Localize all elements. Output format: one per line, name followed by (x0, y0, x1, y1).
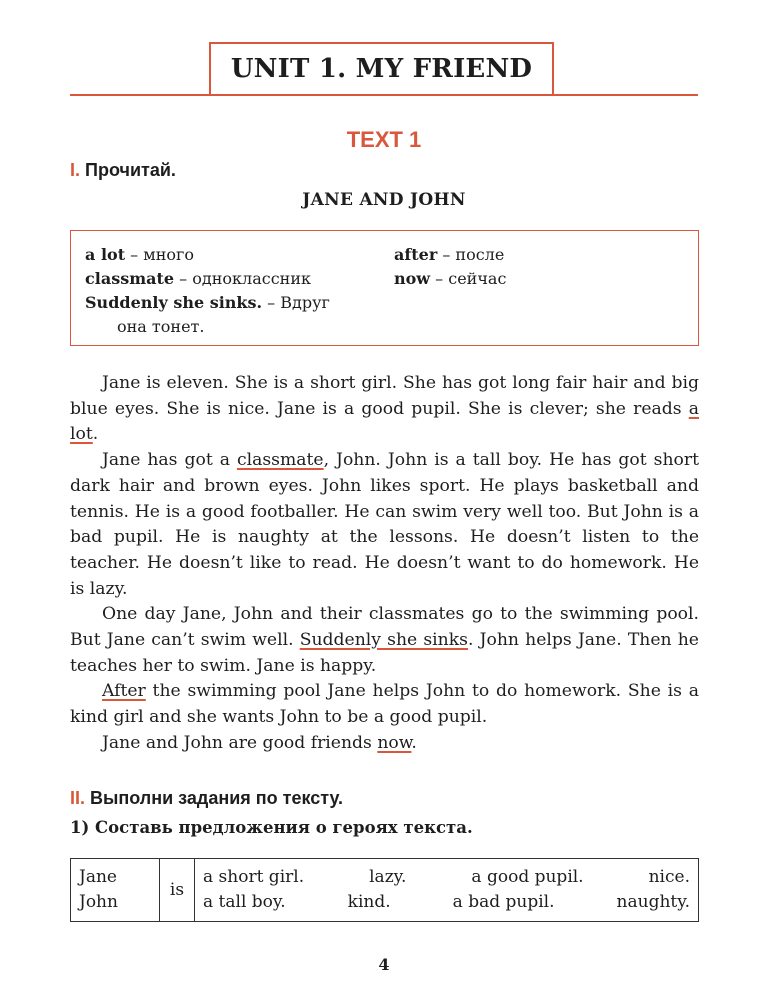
complement-item: nice. (648, 867, 690, 887)
complement-item: naughty. (616, 892, 690, 912)
vocab-word: a lot (85, 245, 126, 264)
vocab-translation: сейчас (448, 269, 507, 288)
vocab-entry-after: after – после (394, 245, 505, 264)
story-text (70, 371, 699, 757)
complement-item: lazy. (369, 867, 407, 887)
vocab-underline-a-lot: a lot (70, 398, 699, 445)
story-paragraph-5: Jane and John are good friends now. (102, 732, 417, 753)
vocabulary-column-right (394, 243, 684, 291)
vocab-word: after (394, 245, 438, 264)
complement-item: a tall boy. (203, 892, 286, 912)
task-1-heading (70, 160, 176, 181)
story-paragraph-1: Jane is eleven. She is a short girl. She has got long fair hair and big blue eyes. She is nice. Jane is a good pupil. She is clever; she reads a lot. (70, 373, 699, 445)
vocabulary-box (70, 230, 699, 346)
sentence-table-names (71, 859, 160, 922)
vocab-translation: одноклассник (192, 269, 311, 288)
sentence-table-verb: is (160, 859, 195, 922)
vocab-entry-sinks: Suddenly she sinks. – Вдруг (85, 293, 330, 312)
subtask-1: 1) Составь предложения о героях текста. (70, 818, 473, 837)
complement-item: a bad pupil. (452, 892, 555, 912)
unit-title-rule (70, 94, 698, 96)
vocabulary-column-left (85, 243, 385, 339)
story-paragraph-4: After the swimming pool Jane helps John to do homework. She is a kind girl and she wants John to be a good pupil. (70, 681, 699, 728)
unit-title-box (209, 42, 554, 94)
story-title: JANE AND JOHN (302, 190, 466, 210)
sentence-table-complements (195, 859, 699, 922)
story-paragraph-3: One day Jane, John and their classmates go to the swimming pool. But Jane can’t swim well. Suddenly she sinks. John helps Jane. Then he teaches her to swim. Jane is happy. (70, 604, 699, 676)
vocab-word: now (394, 269, 431, 288)
page-number: 4 (378, 955, 390, 974)
vocab-underline-classmate: classmate (236, 450, 324, 471)
sentence-table (70, 858, 699, 922)
vocab-translation: много (143, 245, 195, 264)
vocab-underline-sinks: Suddenly she sinks (299, 630, 468, 651)
vocab-translation: Вдруг (280, 293, 330, 312)
task-2-label: Выполни задания по тексту. (90, 788, 343, 808)
name-john: John (79, 892, 118, 912)
complement-row-1 (203, 865, 690, 890)
text-heading: TEXT 1 (346, 127, 422, 152)
name-jane: Jane (79, 867, 117, 887)
vocab-word: classmate (85, 269, 175, 288)
task-1-label: Прочитай. (85, 160, 176, 180)
vocab-entry-now: now – сейчас (394, 269, 507, 288)
vocab-underline-now: now (377, 732, 412, 753)
complement-item: a short girl. (203, 867, 305, 887)
task-1-number: I. (70, 160, 81, 180)
story-paragraph-2: Jane has got a classmate, John. John is a tall boy. He has got short dark hair and brown eyes. John likes sport. He plays basketball and tennis. He is a good footballer. He can swim very well too. But John is a bad pupil. He is naughty at the lessons. He doesn’t listen to the teacher. He doesn’t like to read. He doesn’t want to do homework. He is lazy. (70, 450, 700, 599)
vocab-word: Suddenly she sinks. (85, 293, 263, 312)
unit-title: UNIT 1. MY FRIEND (230, 54, 533, 84)
complement-row-2 (203, 890, 690, 915)
vocab-translation: после (455, 245, 505, 264)
task-2-heading (70, 788, 343, 809)
vocab-entry-classmate: classmate – одноклассник (85, 269, 311, 288)
complement-item: a good pupil. (471, 867, 584, 887)
task-2-number: II. (70, 788, 86, 808)
vocab-underline-after: After (102, 681, 146, 702)
complement-item: kind. (347, 892, 391, 912)
vocab-entry-a-lot: a lot – много (85, 245, 195, 264)
vocab-translation-continued: она тонет. (117, 317, 205, 336)
